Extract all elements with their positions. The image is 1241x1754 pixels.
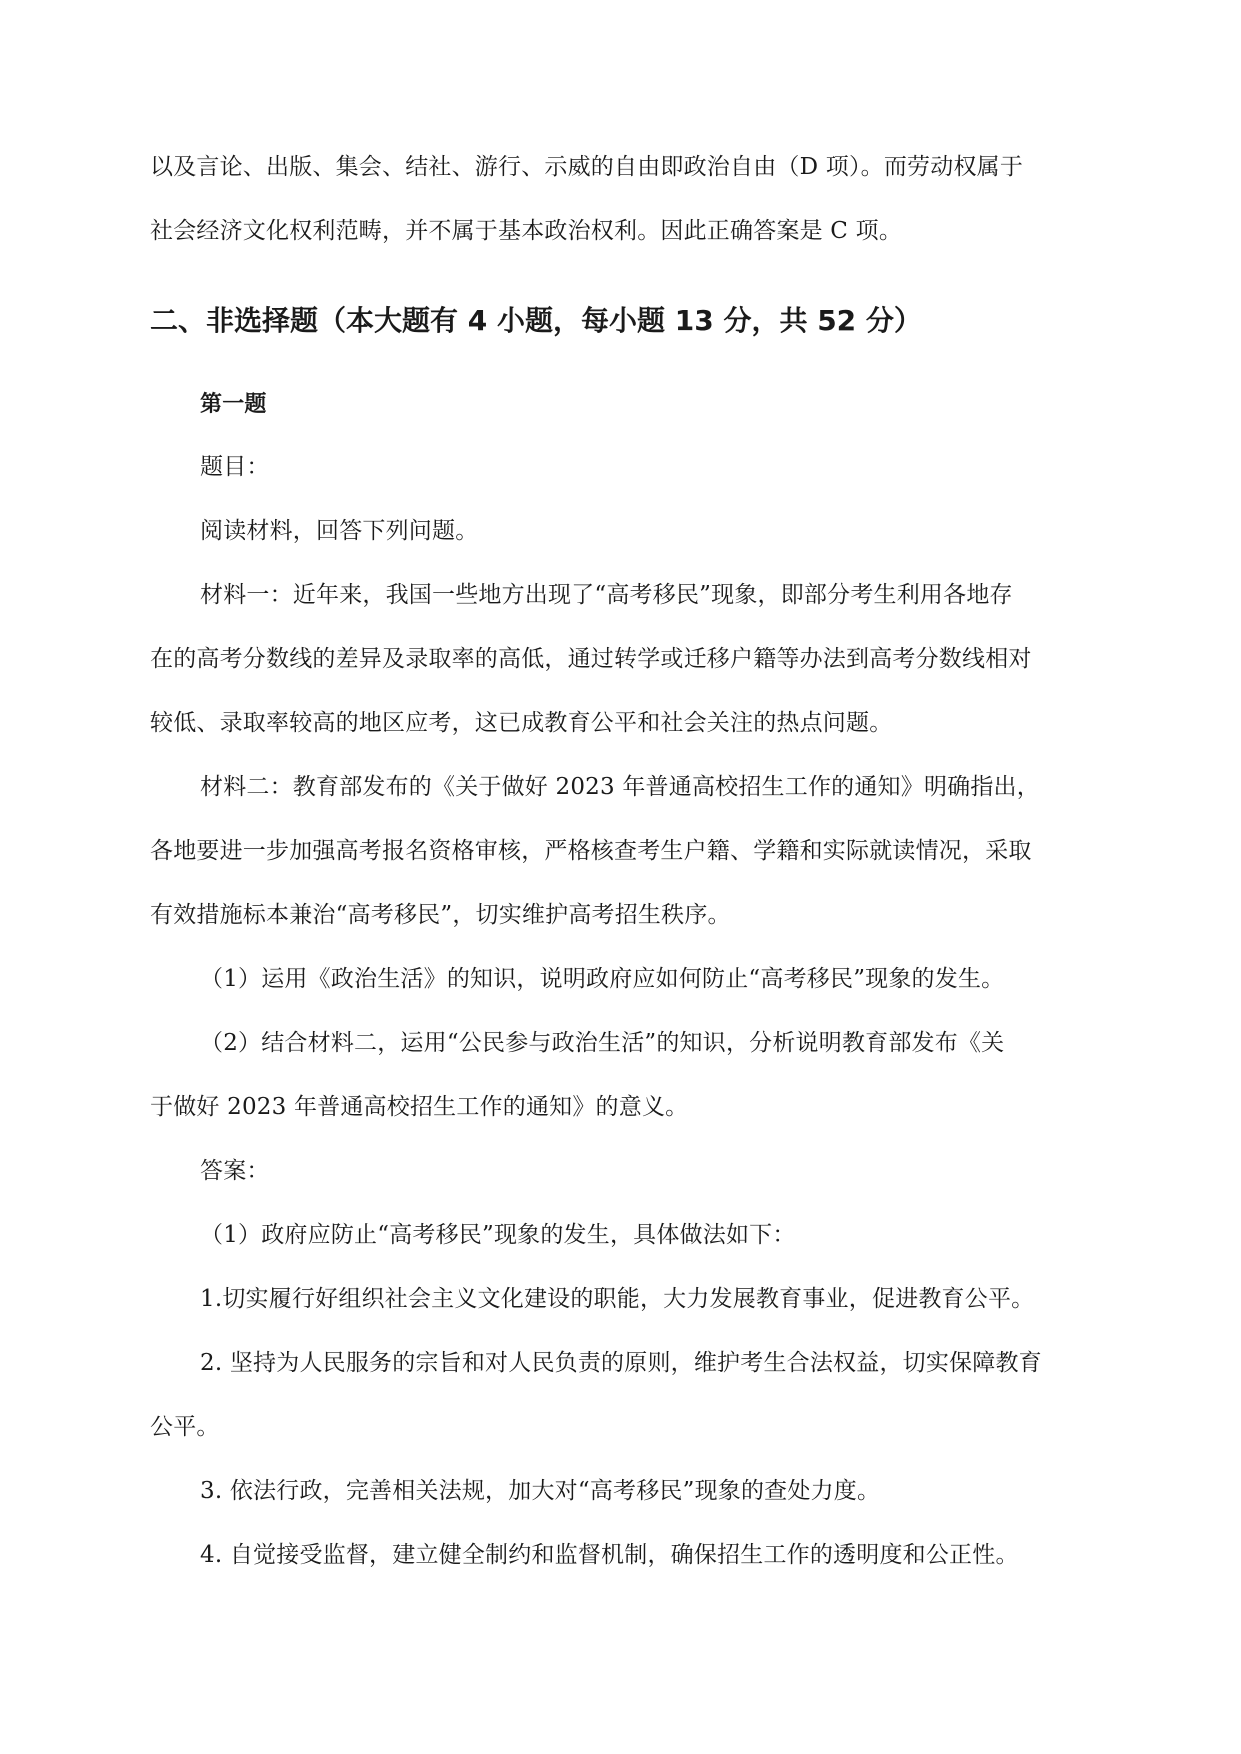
material2-line-2: 各地要进一步加强高考报名资格审核，严格核查考生户籍、学籍和实际就读情况，采取	[150, 838, 1032, 864]
answer-point-2-line-2: 公平。	[150, 1414, 220, 1440]
material2-line-3: 有效措施标本兼治“高考移民”，切实维护高考招生秩序。	[150, 902, 731, 928]
intro-line-1: 以及言论、出版、集会、结社、游行、示威的自由即政治自由（D 项）。而劳动权属于	[150, 154, 1024, 180]
material1-line-2: 在的高考分数线的差异及录取率的高低，通过转学或迁移户籍等办法到高考分数线相对	[150, 646, 1032, 672]
prompt-label: 题目：	[200, 454, 270, 480]
section-heading: 二、非选择题（本大题有 4 小题，每小题 13 分，共 52 分）	[150, 304, 922, 337]
answer-point-1: 1.切实履行好组织社会主义文化建设的职能，大力发展教育事业，促进教育公平。	[200, 1286, 1035, 1312]
question-title: 第一题	[200, 392, 267, 417]
instruction-text: 阅读材料，回答下列问题。	[200, 518, 479, 544]
material1-line-1: 材料一：近年来，我国一些地方出现了“高考移民”现象，即部分考生利用各地存	[200, 582, 1013, 608]
material1-line-3: 较低、录取率较高的地区应考，这已成教育公平和社会关注的热点问题。	[150, 710, 893, 736]
material2-line-1: 材料二：教育部发布的《关于做好 2023 年普通高校招生工作的通知》明确指出，	[200, 774, 1040, 800]
answer-1-intro: （1）政府应防止“高考移民”现象的发生，具体做法如下：	[200, 1222, 796, 1248]
intro-line-2: 社会经济文化权利范畴，并不属于基本政治权利。因此正确答案是 C 项。	[150, 218, 903, 244]
subquestion-1: （1）运用《政治生活》的知识，说明政府应如何防止“高考移民”现象的发生。	[200, 966, 1005, 992]
answer-label: 答案：	[200, 1158, 270, 1184]
answer-point-4: 4. 自觉接受监督，建立健全制约和监督机制，确保招生工作的透明度和公正性。	[200, 1542, 1019, 1568]
answer-point-2-line-1: 2. 坚持为人民服务的宗旨和对人民负责的原则，维护考生合法权益，切实保障教育	[200, 1350, 1042, 1376]
subquestion-2-line-1: （2）结合材料二，运用“公民参与政治生活”的知识，分析说明教育部发布《关	[200, 1030, 1005, 1056]
subquestion-2-line-2: 于做好 2023 年普通高校招生工作的通知》的意义。	[150, 1094, 689, 1120]
answer-point-3: 3. 依法行政，完善相关法规，加大对“高考移民”现象的查处力度。	[200, 1478, 881, 1504]
